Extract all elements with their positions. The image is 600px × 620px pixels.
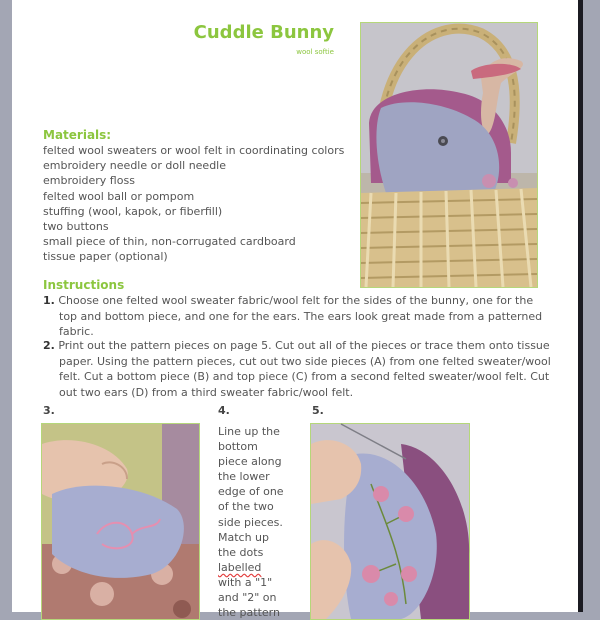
step-3-photo: [41, 423, 200, 620]
list-item: small piece of thin, non-corrugated cardboard: [43, 235, 296, 249]
step-5-photo: [310, 423, 470, 620]
list-item: two buttons: [43, 220, 109, 234]
step-5-label: 5.: [312, 404, 324, 417]
document-page: [12, 0, 578, 620]
instruction-step-2: [43, 338, 553, 400]
step-3-label: 3.: [43, 404, 55, 417]
step-number: 1.: [43, 294, 55, 307]
list-item: stuffing (wool, kapok, or fiberfill): [43, 204, 223, 218]
page-edge-shadow: [578, 0, 583, 612]
list-item: felted wool sweaters or wool felt in coordinating colors: [43, 144, 345, 157]
list-item: felted wool ball or pompom: [43, 189, 195, 203]
spellcheck-flagged-word: labelled: [218, 560, 262, 574]
hero-photo-bunny-basket: [360, 22, 538, 288]
step-text: with a "1" and "2" on the pattern: [218, 575, 280, 620]
instructions-heading: Instructions: [43, 278, 125, 292]
list-item: embroidery needle or doll needle: [43, 159, 227, 173]
bunny-basket-illustration: [361, 23, 537, 287]
step-4-label: 4.: [218, 404, 230, 417]
embroidered-felt-illustration: [311, 424, 469, 619]
page-title: Cuddle Bunny: [193, 22, 334, 43]
page-subtitle: wool softie: [296, 48, 334, 56]
step-text: Print out the pattern pieces on page 5. Cut out all of the pieces or trace them onto tissue paper. Using the pattern pieces, cut out two side pieces (A) from one felted sweater/wool felt. Cut a bottom piece (B) and top piece (C) from a second felted sweater/wool felt. Cut out two ears (D) from a third sweater fabric/wool felt.: [58, 339, 551, 399]
step-text: Choose one felted wool sweater fabric/wool felt for the sides of the bunny, one for the top and bottom piece, and one for the ears. The ears look great made from a patterned fabric.: [58, 294, 543, 338]
materials-list: [43, 143, 344, 265]
step-text: Line up the bottom piece along the lower edge of one of the two side pieces. Match up the dots: [218, 425, 284, 559]
list-item: tissue paper (optional): [43, 250, 168, 264]
step-number: 2.: [43, 339, 55, 352]
materials-heading: Materials:: [43, 128, 112, 142]
stitching-felt-illustration: [42, 424, 199, 619]
instruction-step-4-text: [218, 424, 286, 620]
list-item: embroidery floss: [43, 174, 135, 188]
instruction-step-1: [43, 293, 553, 340]
